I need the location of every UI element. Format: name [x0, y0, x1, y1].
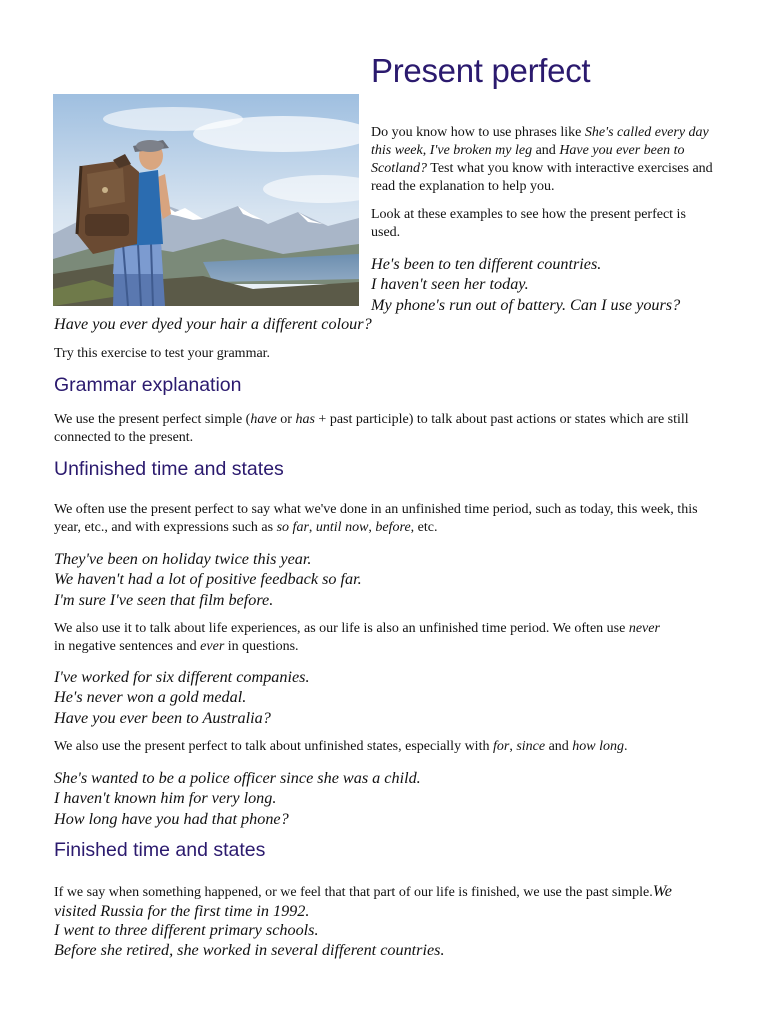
grammar-paragraph — [54, 411, 719, 447]
intro-text-4: Test what you know with interactive exercises and read the explanation to help you. — [371, 161, 713, 194]
example-sentence: My phone's run out of battery. Can I use yours? — [371, 295, 681, 314]
unfinished-text-4: , etc. — [410, 520, 438, 535]
example-sentence: Have you ever been to Australia? — [54, 708, 271, 727]
example-sentence: I'm sure I've seen that film before. — [54, 590, 274, 609]
intro-paragraph — [371, 124, 716, 196]
unfinished3-italic-1: for — [492, 739, 510, 754]
intro-text-2: , — [422, 143, 430, 158]
example-sentence: She's wanted to be a police officer since she was a child. — [54, 769, 421, 787]
unfinished3-italic-2: since — [516, 739, 546, 754]
grammar-italic-1: have — [250, 412, 277, 427]
grammar-text-1: We use the present perfect simple ( — [54, 412, 251, 427]
unfinished3-text-1: We also use the present perfect to talk about unfinished states, especially with — [54, 739, 493, 754]
hiker-mountains-photo — [53, 94, 359, 306]
unfinished-paragraph-3 — [54, 738, 734, 756]
example-sentence: I haven't known him for very long. — [54, 789, 277, 808]
unfinished3-italic-3: how long — [572, 739, 625, 754]
intro-text-3: and — [532, 143, 560, 158]
example-sentence: We haven't had a lot of positive feedback so far. — [54, 570, 362, 589]
example-sentence: Have you ever dyed your hair a different colour? — [54, 315, 372, 333]
example-sentence: I haven't seen her today. — [371, 275, 529, 294]
unfinished3-text-2: , — [509, 739, 517, 754]
example-sentence: I went to three different primary schools. — [54, 921, 319, 939]
unfinished-italic-1: so far — [276, 520, 309, 535]
intro-examples-continued — [54, 314, 372, 334]
intro-italic-1: She's called every day this week — [371, 125, 709, 158]
example-sentence: We visited Russia for the first time in 1992. — [54, 882, 672, 920]
photo-illustration — [53, 94, 359, 306]
example-sentence: They've been on holiday twice this year. — [54, 550, 312, 568]
unfinished-italic-2: until now — [315, 520, 369, 535]
unfinished3-text-3: and — [545, 739, 573, 754]
finished-paragraph — [54, 882, 674, 922]
unfinished-text-1: We often use the present perfect to say what we've done in an unfinished time period, such as today, this week, this year, etc., and with expressions such as — [54, 502, 698, 535]
grammar-text-3: + past participle) to talk about past actions or states which are still connected to the present. — [54, 412, 689, 445]
unfinished-examples-1 — [54, 549, 362, 610]
examples-intro-paragraph: Look at these examples to see how the present perfect is used. — [371, 207, 686, 240]
grammar-text-2: or — [276, 412, 296, 427]
example-sentence: He's never won a gold medal. — [54, 688, 247, 707]
unfinished-heading: Unfinished time and states — [54, 458, 284, 480]
example-sentence: Before she retired, she worked in several different countries. — [54, 941, 445, 960]
unfinished3-text-4: . — [624, 739, 628, 754]
example-sentence: He's been to ten different countries. — [371, 255, 602, 273]
unfinished-italic-3: before — [375, 520, 411, 535]
unfinished-paragraph-1 — [54, 501, 719, 537]
unfinished2-italic-1: never — [628, 621, 660, 636]
intro-italic-2: I've broken my leg — [429, 143, 533, 158]
intro-examples — [371, 254, 680, 315]
unfinished2-italic-2: ever — [200, 639, 225, 654]
intro-italic-3: Have you ever been to Scotland? — [371, 143, 685, 176]
grammar-italic-2: has — [295, 412, 315, 427]
finished-examples — [54, 920, 445, 961]
try-exercise-text: Try this exercise to test your grammar. — [54, 346, 271, 361]
unfinished2-text-2: in negative sentences and — [54, 639, 201, 654]
unfinished2-text-3: in questions. — [224, 639, 299, 654]
unfinished2-text-1: We also use it to talk about life experiences, as our life is also an unfinished time period. We often use — [54, 621, 629, 636]
finished-heading: Finished time and states — [54, 839, 266, 861]
grammar-heading: Grammar explanation — [54, 374, 242, 396]
unfinished-text-3: , — [368, 520, 376, 535]
unfinished-examples-2 — [54, 667, 310, 728]
unfinished-examples-3 — [54, 768, 421, 829]
example-sentence: How long have you had that phone? — [54, 809, 289, 828]
intro-text-1: Do you know how to use phrases like — [371, 125, 585, 140]
example-sentence: I've worked for six different companies. — [54, 668, 310, 686]
page-title: Present perfect — [371, 52, 591, 89]
unfinished-text-2: , — [308, 520, 316, 535]
unfinished-paragraph-2 — [54, 620, 664, 656]
finished-text: If we say when something happened, or we feel that that part of our life is finished, we use the past simple. — [54, 885, 653, 900]
